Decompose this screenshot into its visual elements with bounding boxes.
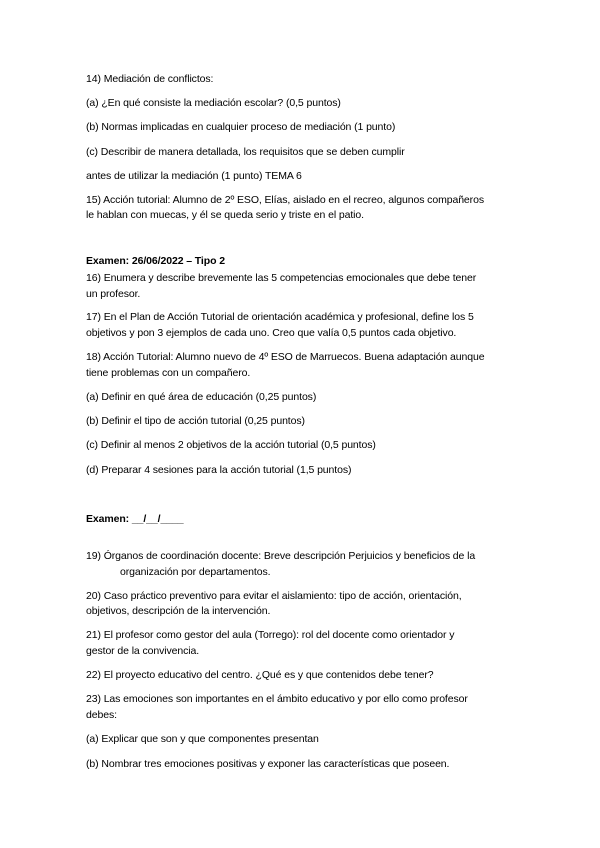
question-14-a: (a) ¿En qué consiste la mediación escolar? (0,5 puntos) [86,97,341,109]
question-14-c-line1: (c) Describir de manera detallada, los requisitos que se deben cumplir [86,146,405,158]
question-23-b: (b) Nombrar tres emociones positivas y exponer las características que poseen. [86,758,450,770]
question-15-line2: le hablan con muecas, y él se queda serio y triste en el patio. [86,209,364,221]
question-23-line2: debes: [86,709,117,721]
question-19-line2: organización por departamentos. [120,566,271,578]
question-19-line1: 19) Órganos de coordinación docente: Breve descripción Perjuicios y beneficios de la [86,550,476,562]
question-18-b: (b) Definir el tipo de acción tutorial (0,25 puntos) [86,415,305,427]
question-18-line1: 18) Acción Tutorial: Alumno nuevo de 4º ESO de Marruecos. Buena adaptación aunque [86,351,485,363]
question-17-line1: 17) En el Plan de Acción Tutorial de orientación académica y profesional, define los 5 [86,311,474,323]
question-21-line2: gestor de la convivencia. [86,645,200,657]
question-15-line1: 15) Acción tutorial: Alumno de 2º ESO, Elías, aislado en el recreo, algunos compañeros [86,194,484,206]
question-18-a: (a) Definir en qué área de educación (0,25 puntos) [86,391,317,403]
question-18-line2: tiene problemas con un compañero. [86,367,251,379]
question-14-b: (b) Normas implicadas en cualquier proceso de mediación (1 punto) [86,121,396,133]
question-14-c-line2: antes de utilizar la mediación (1 punto) TEMA 6 [86,170,302,182]
question-14-title: 14) Mediación de conflictos: [86,73,214,85]
question-23-a: (a) Explicar que son y que componentes presentan [86,733,319,745]
question-20-line2: objetivos, descripción de la intervención. [86,605,271,617]
question-16-line2: un profesor. [86,288,141,300]
question-16-line1: 16) Enumera y describe brevemente las 5 competencias emocionales que debe tener [86,272,477,284]
question-22: 22) El proyecto educativo del centro. ¿Qué es y que contenidos debe tener? [86,669,434,681]
question-17-line2: objetivos y pon 3 ejemplos de cada uno. Creo que valía 0,5 puntos cada objetivo. [86,327,457,339]
question-18-c: (c) Definir al menos 2 objetivos de la acción tutorial (0,5 puntos) [86,439,376,451]
exam-heading-tipo-2: Examen: 26/06/2022 – Tipo 2 [86,255,225,267]
exam-heading-blank-date: Examen: __/__/____ [86,513,184,525]
question-21-line1: 21) El profesor como gestor del aula (Torrego): rol del docente como orientador y [86,629,455,641]
question-18-d: (d) Preparar 4 sesiones para la acción tutorial (1,5 puntos) [86,464,352,476]
question-23-line1: 23) Las emociones son importantes en el ámbito educativo y por ello como profesor [86,693,468,705]
question-20-line1: 20) Caso práctico preventivo para evitar el aislamiento: tipo de acción, orientación, [86,590,462,602]
